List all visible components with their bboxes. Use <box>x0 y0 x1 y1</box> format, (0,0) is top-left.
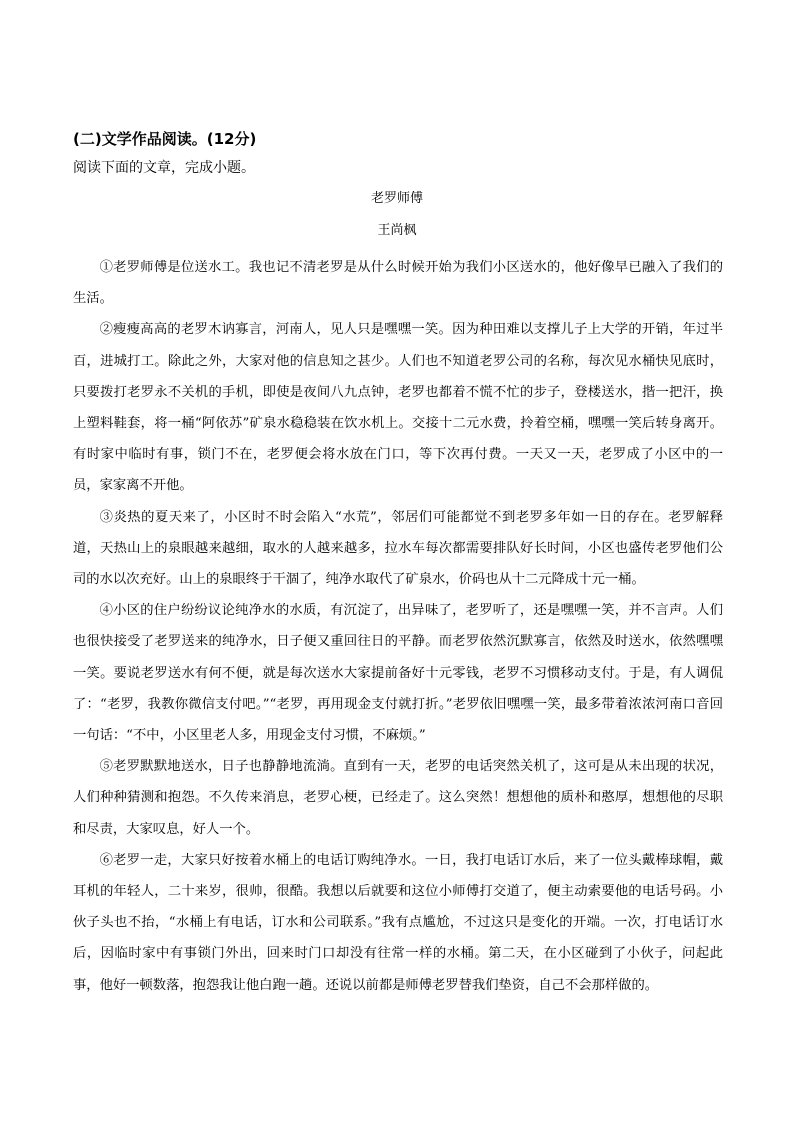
section-title: (二)文学作品阅读。(12分) <box>73 130 257 148</box>
instruction-text: 阅读下面的文章，完成小题。 <box>73 160 255 176</box>
paragraph-1: ①老罗师傅是位送水工。我也记不清老罗是从什么时候开始为我们小区送水的，他好像早已融入了我们的生活。 <box>73 260 723 307</box>
paragraph-6: ⑥老罗一走，大家只好按着水桶上的电话订购纯净水。一日，我打电话订水后，来了一位头戴棒球帽，戴耳机的年轻人，二十来岁，很帅，很酷。我想以后就要和这位小师傅打交道了，便主动索要他的电话号码。小伙子头也不抬，“水桶上有电话，订水和公司联系。”我有点尴尬，不过这只是变化的开端。一次，打电话订水后，因临时家中有事锁门外出，回来时门口却没有往常一样的水桶。第二天，在小区碰到了小伙子，问起此事，他好一顿数落，抱怨我让他白跑一趟。还说以前都是师傅老罗替我们垫资，自己不会那样做的。 <box>73 852 723 993</box>
article-body <box>73 252 723 1001</box>
paragraph-3: ③炎热的夏天来了，小区时不时会陷入“水荒”，邻居们可能都觉不到老罗多年如一日的存在。老罗解释道，天热山上的泉眼越来越细，取水的人越来越多，拉水车每次都需要排队好长时间，小区也盛传老罗他们公司的水以次充好。山上的泉眼终于干涸了，纯净水取代了矿泉水，价码也从十二元降成十元一桶。 <box>73 509 723 588</box>
article-title: 老罗师傅 <box>370 191 423 206</box>
paragraph-5: ⑤老罗默默地送水，日子也静静地流淌。直到有一天，老罗的电话突然关机了，这可是从未出现的状况，人们种种猜测和抱怨。不久传来消息，老罗心梗，已经走了。这么突然！想想他的质朴和憨厚，想想他的尽职和尽责，大家叹息，好人一个。 <box>73 759 723 837</box>
paragraph-2: ②瘦瘦高高的老罗木讷寡言，河南人，见人只是嘿嘿一笑。因为种田难以支撑儿子上大学的开销，年过半百，进城打工。除此之外，大家对他的信息知之甚少。人们也不知道老罗公司的名称，每次见水桶快见底时，只要拨打老罗永不关机的手机，即使是夜间八九点钟，老罗也都着不慌不忙的步子，登楼送水，揩一把汗，换上塑料鞋套，将一桶“阿依苏”矿泉水稳稳装在饮水机上。交接十二元水费，拎着空桶，嘿嘿一笑后转身离开。有时家中临时有事，锁门不在，老罗便会将水放在门口，等下次再付费。一天又一天，老罗成了小区中的一员，家家离不开他。 <box>73 322 723 494</box>
paragraph-4: ④小区的住户纷纷议论纯净水的水质，有沉淀了，出异味了，老罗听了，还是嘿嘿一笑，并不言声。人们也很快接受了老罗送来的纯净水，日子便又重回往日的平静。而老罗依然沉默寡言，依然及时送水，依然嘿嘿一笑。要说老罗送水有何不便，就是每次送水大家提前备好十元零钱，老罗不习惯移动支付。于是，有人调侃了：“老罗，我教你微信支付吧。”“老罗，再用现金支付就打折。”老罗依旧嘿嘿一笑，最多带着浓浓河南口音回一句话：“不中，小区里老人多，用现金支付习惯，不麻烦。” <box>73 603 723 744</box>
article-author: 王尚枫 <box>377 223 417 238</box>
